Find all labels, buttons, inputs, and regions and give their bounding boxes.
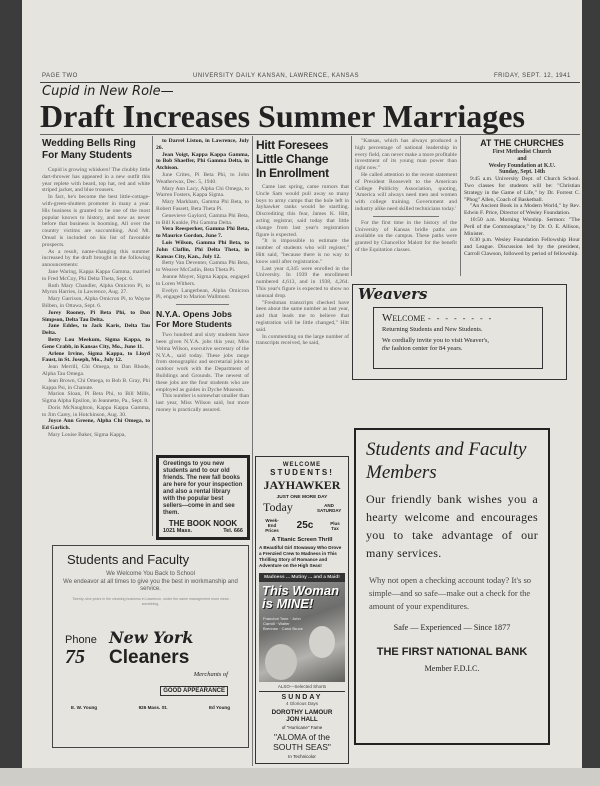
paragraph: June Crites, Pi Beta Phi, to John Weatherwax, Dec. 5, 1940. — [156, 171, 249, 185]
wedding-title-line: For Many Students — [42, 150, 133, 161]
paragraph: Jean Merrill, Chi Omega, to Dan Rhode, Alpha Tau Omega. — [42, 364, 150, 377]
paragraph: Arlene Irvine, Sigma Kappa, to Lloyd Faust, in St. Joseph, Mo., July 12. — [42, 350, 150, 364]
paragraph: 6:30 p.m. Wesley Foundation Fellowship Hour and League. Discussion led by the president, Carroll Clawson, followed by period of fellowship. — [464, 237, 580, 257]
paragraph: "Freshman transcripts checked have been about the same number as last year, and that leads me to believe that registration will be little changed," Hitt said. — [256, 299, 349, 333]
column-rule — [351, 136, 352, 276]
paragraph: Evelyn Langerbean, Alpha Omicron Pi, engaged to Marion Wallmont. — [156, 287, 249, 301]
paragraph: Marion Sloan, Pi Beta Phi, to Bill Mills, Sigma Alpha Epsilon, in Jeannette, Pa., Sept. 8. — [42, 391, 150, 405]
churches-title: AT THE CHURCHES — [480, 138, 564, 148]
paragraph: Vera Reesperker, Gamma Phi Beta, to Maurice Gordon, June 7. — [156, 226, 249, 240]
article-divider — [176, 304, 229, 305]
weavers-welcome — [382, 312, 534, 325]
third-column — [256, 138, 349, 764]
main-headline: Draft Increases Summer Marriages — [40, 98, 525, 134]
church-name: Wesley Foundation at K.U. — [488, 162, 556, 169]
paragraph: As a result, name-changing this summer increased by the draft brought in the following announcements: — [42, 248, 150, 269]
newspaper-name: UNIVERSITY DAILY KANSAN, LAWRENCE, KANSAS — [193, 73, 359, 79]
paragraph: Two hundred and sixty students have been given N.Y.A. jobs this year, Miss Velma Wilson, executive secretary of the N.Y.A., said today. These jobs range from stenographic and secretarial jobs to outdoor work with the Department of Buildings and Grounds. The newest of these jobs are the four students who are employed as guides in Dyche Museum. — [156, 332, 249, 393]
hitt-body — [256, 184, 349, 347]
book-nook-text: Greetings to you new students and to our old friends. The new fall books are here for your inspection and also a rental library with the popular best sellers—come in and see them. — [163, 461, 243, 516]
just-one-more-day: JUST ONE MORE DAY — [276, 495, 328, 500]
film-blurb: A Beautiful Girl Stowaway Who Drove a Frenzied Crew to Madness in This Thrilling Story of Romance and Adventure on the High Seas! — [259, 545, 342, 568]
paragraph: Joyce Ann Greene, Alpha Chi Omega, to Ed Garlich. — [42, 418, 150, 432]
ticket-price: 25c — [296, 520, 314, 531]
paragraph: Ruth Mary Chandler, Alpha Omicron Pi, to Myron Harries, in Lawrence, Aug. 27. — [42, 282, 150, 296]
cleaners-address: 926 Mass. St. — [138, 704, 168, 710]
phone-number: 75 — [65, 645, 85, 668]
paragraph: This number is somewhat smaller than last year, Miss Wilson said, but more money is practically assured. — [156, 393, 249, 413]
second-film-title: "ALOMA of the SOUTH SEAS" — [273, 732, 331, 752]
paragraph: Jane Waring, Kappa Kappa Gamma, married to Fred McCoy, Phi Delta Theta, Sept. 6. — [42, 268, 150, 282]
book-nook-contact — [163, 528, 243, 534]
paragraph: He called attention to the recent statement of President Roosevelt to the American College Publicity Association, quoting, 'America will always need men and women with college training. Government and industry alike need skilled technicians today.' — [355, 171, 457, 212]
page-number: PAGE TWO — [42, 73, 78, 79]
film-poster-image — [259, 582, 345, 682]
paragraph: Mary Ann Lacy, Alpha Chi Omega, to Warren Fosters, Kappa Sigma. — [156, 185, 249, 199]
hurricane-fame: of "Hurricane" Fame — [281, 725, 323, 730]
bank-ad-main: Our friendly bank wishes you a hearty welcome and encourages you to take advantage of our many services. — [366, 492, 538, 560]
paragraph: Jean Brown, Chi Omega, to Bob B. Gray, Phi Kappa Psi, in Chanute. — [42, 377, 150, 391]
dashes: - - - - - - - - — [428, 314, 494, 323]
cleaners-logo-row — [59, 629, 242, 668]
weavers-line-1: Returning Students and New Students. — [382, 326, 483, 333]
paragraph: 9:45 a.m. University Dept. of Church School. Two classes for students will be: "Christian Strategy in the Game of Life," by Dr. Forrest C. "Phog" Allen, Coach of Basketball. — [464, 176, 580, 203]
bank-member: Member F.D.I.C. — [424, 664, 480, 673]
weavers-inner — [373, 307, 543, 369]
paragraph: "Kansas, which has always produced a high percentage of national leadership in every field, can never make a more profitable investment of its young man power than right now." — [355, 138, 457, 172]
new-york-logo: New York — [109, 627, 194, 647]
emphasis: the — [382, 345, 390, 352]
churches-article — [464, 138, 580, 258]
paragraph: For the first time in the history of the University of Kansas bridle paths are available on the campus. These paths were granted by Chancellor Malott for the benefit of the Equitation classes. — [355, 219, 457, 253]
phone-label: Phone — [65, 633, 97, 646]
paragraph: Mary Markham, Gamma Phi Beta, to Robert Fassett, Beta Theta Pi. — [156, 199, 249, 212]
cleaners-line-1: We Welcome You Back to School — [106, 571, 195, 577]
jayhawker-students: STUDENTS! — [270, 468, 334, 477]
bank-name: THE FIRST NATIONAL BANK — [376, 646, 528, 658]
star-1: DOROTHY LAMOUR — [271, 709, 333, 716]
weavers-line-3-text: fashion center for 84 years. — [389, 345, 463, 352]
nya-article — [156, 309, 249, 414]
book-nook-phone: Tel. 666 — [223, 528, 243, 534]
cleaners-line-2: We endeavor at all times to give you the best in workmanship and service. — [63, 578, 238, 592]
phone-block — [65, 634, 109, 668]
paragraph: Betty Lou Meekum, Sigma Kappa, to Gene Crabb, in Kansas City, Mo., June 11. — [42, 336, 150, 350]
header-rule — [40, 82, 580, 83]
cleaners-ad-title: Students and Faculty — [67, 552, 190, 567]
wedding-continued — [156, 138, 249, 301]
cleaners-footer — [59, 705, 242, 710]
owner-2: Ed Young — [208, 704, 230, 710]
church-header — [464, 149, 580, 176]
paragraph: Betty Van Deventer, Gamma Phi Beta, to Weaver McCadin, Beta Theta Pi. — [156, 260, 249, 274]
cleaners-logo: Cleaners — [109, 646, 190, 668]
logo-block — [109, 629, 193, 668]
actor-face — [265, 644, 297, 680]
paragraph: Lois Wilson, Gamma Phi Beta, to John Claflin, Phi Delta Theta, in Kansas City, Kan., July 12. — [156, 239, 249, 260]
column-rule — [152, 136, 153, 536]
sunday-label: SUNDAY — [281, 694, 323, 701]
column-rule — [460, 136, 461, 276]
paragraph: In fact, he's become the best little-cottage-with-green-shutters promoter in many a year. His business is granted to be one of the most popular known to history, and now as never before that business is booming. All over the country victims are succumbing. And Mt. Oread is included on his list of favorable prospects. — [42, 194, 150, 248]
paragraph: Jane Eddes, to Jack Karis, Delta Tau Delta. — [42, 323, 150, 337]
paragraph: Cupid is growing whiskers! The chubby little dart-thrower has appeared in a new outfit this year replete with beard, top hat, red and white striped jacket, and blue trousers. — [42, 167, 150, 194]
film-title: This Woman is MINE! — [262, 583, 340, 611]
nya-title-line: For More Students — [156, 319, 232, 330]
paragraph: 10:50 a.m. Morning Worship. Sermon: "The Peril of the Commonplace," by Dr. O. E. Allison, Minister. — [464, 216, 580, 237]
middle-column — [156, 138, 249, 540]
hitt-title — [256, 138, 349, 180]
church-and: and — [517, 155, 527, 162]
slogan-block — [59, 671, 242, 697]
churches-body — [464, 176, 580, 258]
slogan-2: GOOD APPEARANCE — [160, 686, 228, 696]
nya-title-line: N.Y.A. Opens Jobs — [156, 309, 232, 320]
page-bottom-edge — [0, 768, 600, 786]
weavers-ad — [352, 284, 567, 380]
weavers-logo: Weavers — [355, 285, 431, 303]
nya-body — [156, 332, 249, 414]
wedding-article — [42, 138, 150, 439]
hitt-title-line: Little Change — [256, 152, 329, 166]
first-national-bank-ad — [354, 428, 550, 745]
weavers-line-2: We cordially invite you to visit Weaver's, — [382, 337, 490, 344]
weekend-prices: Week-End Prices — [265, 518, 279, 533]
jayhawker-ad — [255, 456, 349, 764]
new-york-cleaners-ad — [52, 545, 249, 748]
film-banner: Madness ... Mutiny ... and a Maid! — [259, 573, 345, 582]
welcome-text: Welcome — [382, 312, 426, 324]
paragraph: Doris McNaughton, Kappa Kappa Gamma, to Jim Carey, in Hutchinson, Aug. 30. — [42, 404, 150, 418]
paragraph: to Darrel Liston, in Lawrence, July 26. — [156, 138, 249, 151]
paragraph: "An Ancient Book in a Modern World," by Rev. Edwin F. Price, Director of Wesley Foundation. — [464, 203, 580, 217]
paragraph: Last year 4,345 were enrolled in the University. In 1939 the enrollment numbered 4,613, and in 1938, 4,264. This year's figure is expected to show no unusual drop. — [256, 265, 349, 299]
slogan-1: Merchants of — [193, 670, 228, 678]
hitt-title-line: Hitt Foresees — [256, 138, 329, 152]
church-name: First Methodist Church — [492, 149, 552, 155]
hitt-title-line: In Enrollment — [256, 166, 329, 180]
cleaners-line-3: Twenty-nine years in the cleaning business in Lawrence, under the same management must mean something. — [72, 596, 229, 606]
wedding-title — [42, 138, 150, 162]
issue-date: FRIDAY, SEPT. 12, 1941 — [494, 73, 571, 79]
technicolor: In Technicolor — [288, 754, 316, 759]
jayhawker-welcome: WELCOME — [282, 462, 322, 468]
wedding-body — [42, 167, 150, 439]
paragraph: Mary Louise Baker, Sigma Kappa, — [48, 432, 126, 439]
and-saturday: AND SATURDAY — [317, 502, 342, 513]
divider — [259, 691, 345, 692]
paragraph: Came last spring, came rumors that Uncle Sam would pull away so many boys to army camps that the hole left in Jayhawker ranks would be startling. Discrediting this fear, James K. Hitt, acting registrar, said today that little change from last year's registration figure is expected. — [256, 184, 349, 238]
today-label: Today — [263, 500, 293, 514]
paragraph: "It is impossible to estimate the number of students who will register," Hitt said, "because there is no way to know until after registration." — [256, 238, 349, 265]
paragraph: Jeanne Moyer, Sigma Kappa, engaged to Loren Withers. — [156, 273, 249, 287]
price-row — [259, 518, 345, 533]
actress-face — [309, 626, 335, 658]
article-divider — [373, 216, 439, 217]
bank-ad-title: Students and Faculty Members — [366, 439, 527, 483]
paragraph: In commenting on the large number of transcripts received, he said, — [256, 333, 349, 347]
plus-tax: Plus Tax — [330, 520, 340, 531]
nya-title — [156, 309, 249, 329]
wedding-title-line: Wedding Bells Ring — [42, 138, 136, 149]
paragraph: Jorey Rooney, Pi Beta Phi, to Don Simpson, Delta Tau Delta. — [42, 309, 150, 323]
hitt-article — [256, 138, 349, 347]
paragraph: Jean Voigt, Kappa Kappa Gamma, to Bob Shaeffer, Phi Gamma Delta, in Atchison. — [156, 151, 249, 172]
bank-ad-sub: Why not open a checking account today? It's so simple—and so safe—make out a check for the amount of your expenditures. — [369, 575, 532, 611]
bank-motto: Safe — Experienced — Since 1877 — [393, 623, 511, 632]
star-2: JON HALL — [286, 716, 318, 723]
paragraph: Mary Garrison, Alpha Omicron Pi, to Wayne Bilben, in Ottawa, Sept. 6. — [42, 296, 150, 309]
today-row — [259, 500, 345, 515]
theater-name: JAYHAWKER — [263, 478, 341, 492]
church-day: Sunday, Sept. 14th — [498, 169, 546, 176]
film-cast: Franchot Tone · John Carroll · Walter Brennan · Carol Bruce — [263, 616, 303, 631]
paragraph: Genevieve Gaylord, Gamma Phi Beta, to Bill Kunkle, Phi Gamma Delta. — [156, 212, 249, 226]
book-nook-name: THE BOOK NOOK — [168, 519, 238, 528]
headline-rule — [40, 134, 580, 135]
glorious-days: 4 Glorious Days — [285, 701, 318, 706]
book-nook-ad — [156, 455, 250, 540]
also-shorts: ALSO—Selected Shorts — [277, 684, 327, 689]
book-nook-address: 1021 Mass. — [163, 528, 193, 534]
screen-thrill: A Titanic Screen Thrill — [271, 537, 333, 543]
column-rule — [252, 136, 253, 766]
weavers-line-3 — [382, 345, 534, 353]
owner-1: E. W. Young — [71, 704, 98, 710]
headline-kicker: Cupid in New Role— — [42, 84, 174, 99]
hitt-continued — [355, 138, 457, 254]
